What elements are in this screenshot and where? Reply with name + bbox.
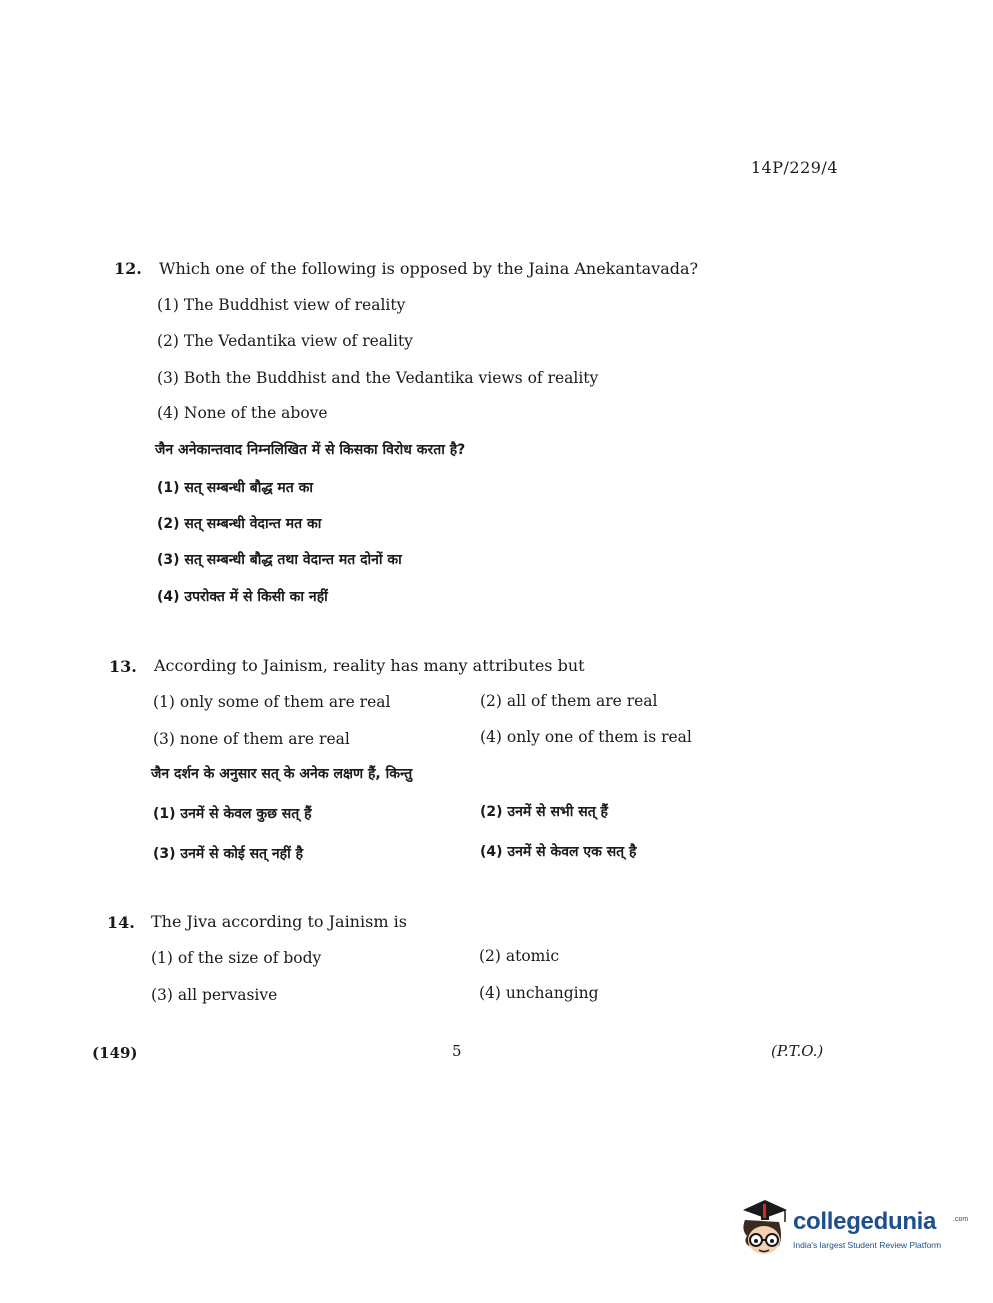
hindi-option-3: (3) सत् सम्बन्धी बौद्ध तथा वेदान्त मत दोनों का bbox=[157, 552, 402, 568]
option-1: (1) The Buddhist view of reality bbox=[157, 296, 406, 314]
brand-tagline: India's largest Student Review Platform bbox=[793, 1240, 942, 1250]
hindi-question-text: जैन दर्शन के अनुसार सत् के अनेक लक्षण हैं, किन्तु bbox=[151, 766, 413, 782]
option-1: (1) only some of them are real bbox=[153, 693, 391, 711]
collegedunia-logo bbox=[735, 1196, 969, 1258]
page-number: 5 bbox=[452, 1042, 462, 1060]
footer-code: (149) bbox=[92, 1044, 138, 1062]
question-text: Which one of the following is opposed by the Jaina Anekantavada? bbox=[159, 259, 699, 278]
hindi-option-4: (4) उनमें से केवल एक सत् है bbox=[480, 844, 637, 860]
hindi-option-4: (4) उपरोक्त में से किसी का नहीं bbox=[157, 589, 328, 605]
question-number: 13. bbox=[109, 657, 137, 676]
question-text: According to Jainism, reality has many attributes but bbox=[154, 656, 585, 675]
option-3: (3) none of them are real bbox=[153, 730, 350, 748]
hindi-option-1: (1) उनमें से केवल कुछ सत् हैं bbox=[153, 806, 312, 822]
brand-domain: .com bbox=[953, 1216, 969, 1223]
brand-name: collegedunia bbox=[793, 1208, 937, 1235]
question-number: 14. bbox=[107, 913, 135, 932]
mascot-icon bbox=[735, 1196, 791, 1258]
hindi-question-text: जैन अनेकान्तवाद निम्नलिखित में से किसका विरोध करता है? bbox=[155, 442, 466, 458]
pto-label: (P.T.O.) bbox=[771, 1042, 824, 1060]
paper-code: 14P/229/4 bbox=[750, 158, 838, 177]
hindi-option-3: (3) उनमें से कोई सत् नहीं है bbox=[153, 846, 304, 862]
option-4: (4) None of the above bbox=[157, 404, 328, 422]
option-2: (2) The Vedantika view of reality bbox=[157, 332, 413, 350]
option-4: (4) unchanging bbox=[479, 984, 599, 1002]
hindi-option-2: (2) सत् सम्बन्धी वेदान्त मत का bbox=[157, 516, 322, 532]
hindi-option-1: (1) सत् सम्बन्धी बौद्ध मत का bbox=[157, 480, 314, 496]
option-3: (3) all pervasive bbox=[151, 986, 278, 1004]
hindi-option-2: (2) उनमें से सभी सत् हैं bbox=[480, 804, 608, 820]
option-4: (4) only one of them is real bbox=[480, 728, 692, 746]
option-1: (1) of the size of body bbox=[151, 949, 322, 967]
option-3: (3) Both the Buddhist and the Vedantika views of reality bbox=[157, 369, 599, 387]
question-text: The Jiva according to Jainism is bbox=[151, 912, 407, 931]
question-number: 12. bbox=[114, 259, 142, 278]
option-2: (2) atomic bbox=[479, 947, 560, 965]
option-2: (2) all of them are real bbox=[480, 692, 658, 710]
